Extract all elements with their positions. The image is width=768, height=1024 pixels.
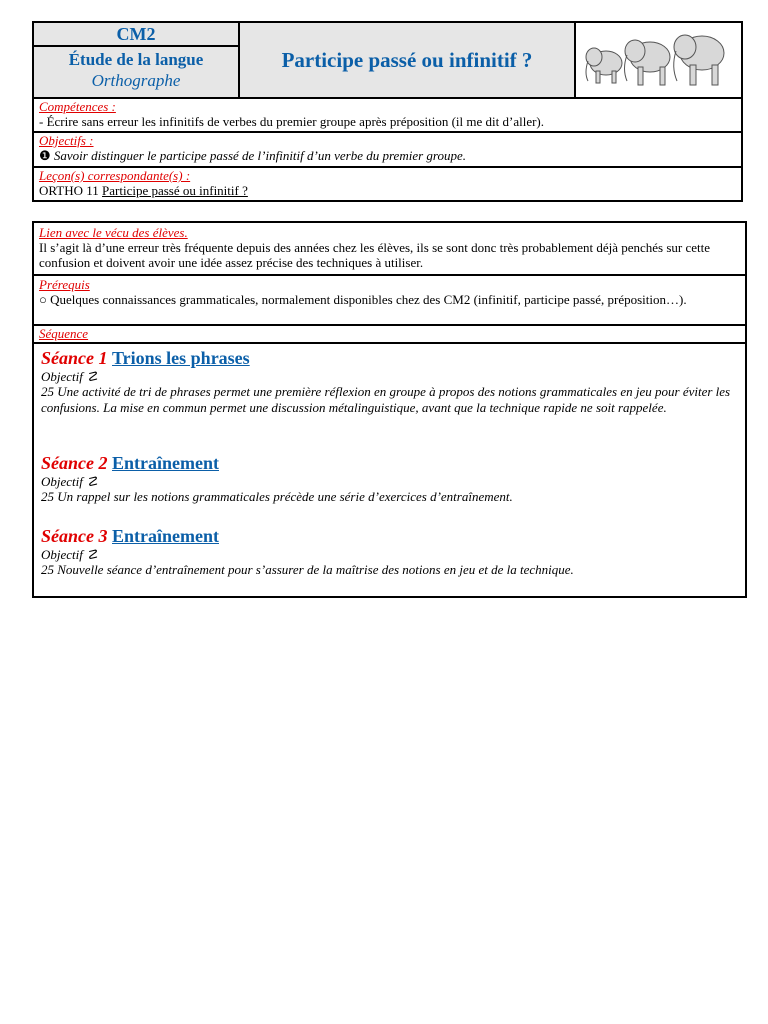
objectif-symbol-icon: ☡ bbox=[86, 547, 98, 562]
competences-label: Compétences : bbox=[39, 99, 116, 114]
competences-text: - Écrire sans erreur les infinitifs de verbes du premier groupe après préposition (il me dit d’aller). bbox=[39, 114, 545, 129]
lecons-label: Leçon(s) correspondante(s) : bbox=[39, 168, 191, 183]
seance-number: Séance 1 bbox=[41, 348, 108, 368]
subdomain-label: Orthographe bbox=[91, 71, 181, 90]
seance-objectif-label: Objectif bbox=[41, 474, 83, 489]
header-level-cell bbox=[34, 23, 240, 97]
seance-block bbox=[41, 525, 741, 578]
lesson-header-table bbox=[32, 21, 743, 202]
sequence-label-row bbox=[34, 326, 745, 344]
seance-description: Un rappel sur les notions grammaticales précède une série d’exercices d’entraînement. bbox=[57, 489, 513, 504]
seance-duration: 25 bbox=[41, 489, 54, 504]
seance-duration: 25 bbox=[41, 384, 54, 399]
seance-block bbox=[41, 347, 741, 416]
seance-name-link[interactable]: Trions les phrases bbox=[112, 348, 250, 368]
seance-duration: 25 bbox=[41, 562, 54, 577]
lecon-code: ORTHO 11 bbox=[39, 183, 99, 198]
lecon-title-link[interactable]: Participe passé ou infinitif ? bbox=[102, 183, 248, 198]
seance-objectif-label: Objectif bbox=[41, 369, 83, 384]
seance-block bbox=[41, 452, 741, 505]
sequence-table bbox=[32, 221, 747, 598]
objectifs-text: Savoir distinguer le participe passé de l’infinitif d’un verbe du premier groupe. bbox=[53, 148, 466, 163]
prerequis-bullet-icon: ○ bbox=[39, 292, 47, 307]
seance-name-link[interactable]: Entraînement bbox=[112, 526, 219, 546]
prerequis-label: Prérequis bbox=[39, 277, 90, 292]
seance-name-link[interactable]: Entraînement bbox=[112, 453, 219, 473]
objectif-symbol-icon: ☡ bbox=[86, 369, 98, 384]
prerequis-text: Quelques connaissances grammaticales, normalement disponibles chez des CM2 (infinitif, participe passé, préposition…). bbox=[50, 292, 687, 307]
elephants-illustration bbox=[576, 23, 741, 97]
seance-number: Séance 3 bbox=[41, 526, 108, 546]
lien-text: Il s’agit là d’une erreur très fréquente depuis des années chez les élèves, ils se sont donc très probablement déjà penchés sur cette confusion et doivent avoir une idée assez précise des techniques à utiliser. bbox=[39, 240, 711, 270]
lien-label: Lien avec le vécu des élèves. bbox=[39, 225, 188, 240]
objectifs-label: Objectifs : bbox=[39, 133, 94, 148]
seance-objectif-label: Objectif bbox=[41, 547, 83, 562]
objectifs-row bbox=[34, 133, 741, 168]
lien-row bbox=[34, 223, 745, 276]
lesson-title: Participe passé ou infinitif ? bbox=[240, 23, 576, 97]
objectif-bullet-icon: ❶ bbox=[39, 148, 51, 163]
seance-description: Nouvelle séance d’entraînement pour s’assurer de la maîtrise des notions en jeu et de la technique. bbox=[57, 562, 574, 577]
sequence-label: Séquence bbox=[39, 326, 89, 341]
seance-number: Séance 2 bbox=[41, 453, 108, 473]
prerequis-row bbox=[34, 276, 745, 326]
seance-description: Une activité de tri de phrases permet une première réflexion en groupe à propos des notions grammaticales en jeu pour éviter les confusions. La mise en commun permet une discussion métalinguistique, avant que la technique rapide ne soit rappelée. bbox=[41, 384, 731, 415]
competences-row bbox=[34, 99, 741, 133]
level-label: CM2 bbox=[34, 23, 238, 47]
elephants-icon bbox=[584, 29, 734, 91]
domain-label: Étude de la langue bbox=[68, 50, 204, 69]
objectif-symbol-icon: ☡ bbox=[86, 474, 98, 489]
lecons-row bbox=[34, 168, 741, 200]
header-row bbox=[34, 23, 741, 99]
